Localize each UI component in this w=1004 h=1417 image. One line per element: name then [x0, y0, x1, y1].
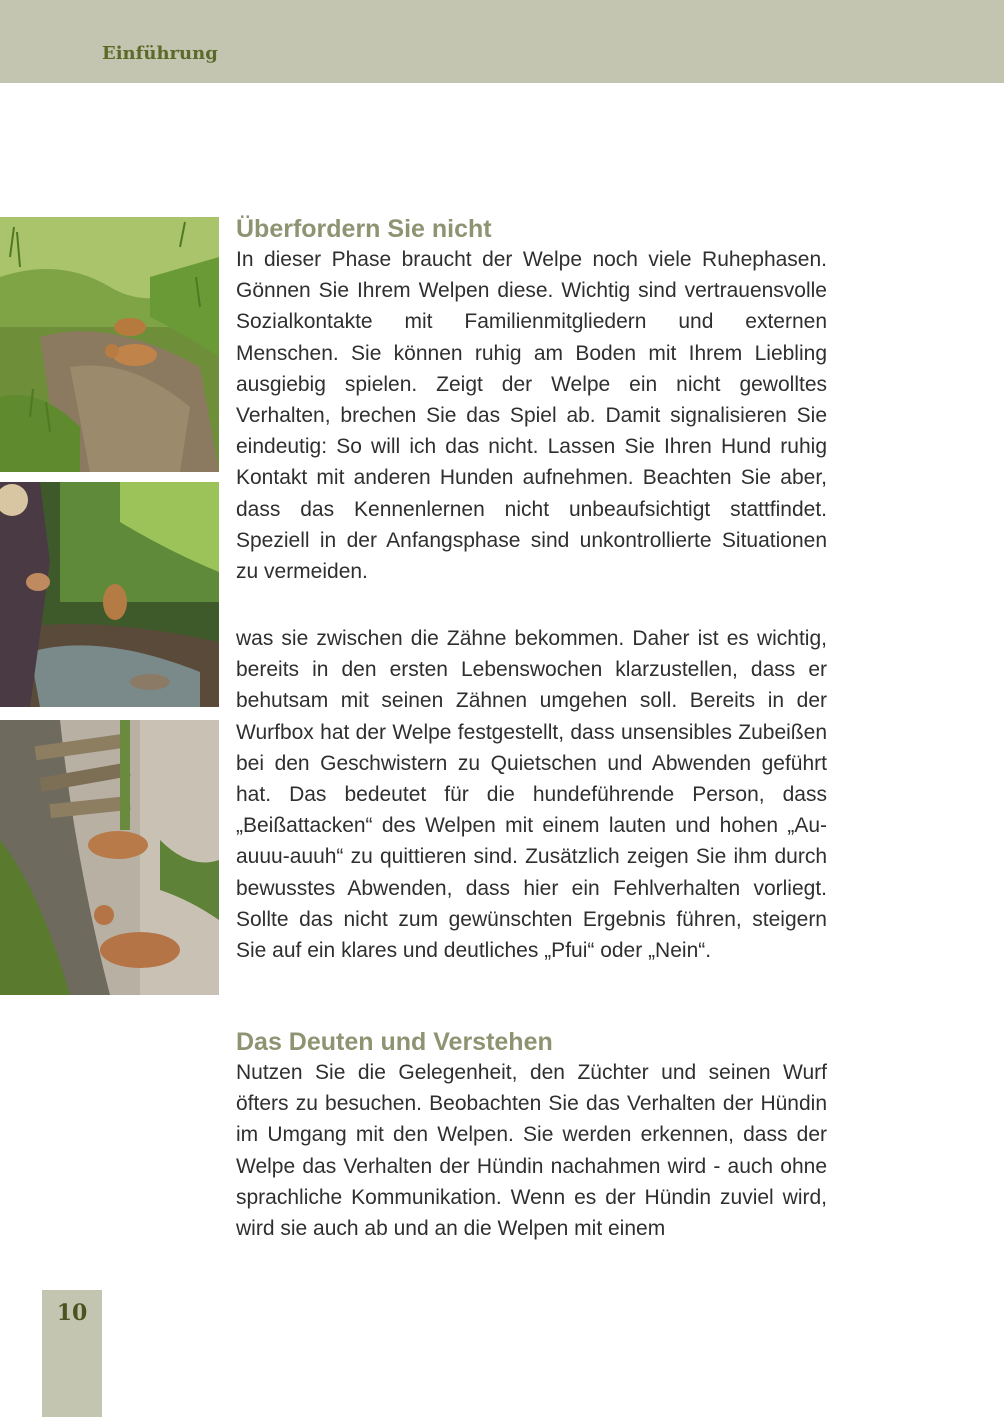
section-paragraph: was sie zwischen die Zähne bekommen. Daher ist es wichtig, bereits in den ersten Lebenswochen klarzustellen, dass er behutsam mit seinen Zähnen umgehen soll. Bereits in der Wurfbox hat der Welpe festgestellt, dass unsensibles Zubeißen bei den Geschwistern zu Quietschen und Abwenden geführt hat. Das bedeutet für die hundeführende Person, dass „Beißattacken“ des Welpen mit einem lauten und hohen „Au-auuu-auuh“ zu quittieren sind. Zusätzlich zeigen Sie ihm durch bewusstes Abwenden, dass hier ein Fehlverhalten vorliegt. Sollte das nicht zum gewünschten Ergebnis führen, steigern Sie auf ein klares und deutliches „Pfui“ oder „Nein“.: [236, 627, 827, 963]
photo-puppies-in-grass-image: [0, 217, 219, 472]
section-interpretation: [236, 1027, 827, 1244]
page-number: 10: [56, 1300, 88, 1326]
section-heading: Das Deuten und Verstehen: [236, 1028, 553, 1056]
photo-puppy-at-stream: [0, 482, 219, 707]
section-paragraph: In dieser Phase braucht der Welpe noch viele Ruhephasen. Gönnen Sie Ihrem Welpen diese. Wichtig sind vertrauensvolle Sozialkontakte mit Familienmitgliedern und externen Menschen. Sie können ruhig am Boden mit Ihrem Liebling ausgiebig spielen. Zeigt der Welpe ein nicht gewolltes Verhalten, brechen Sie das Spiel ab. Damit signalisieren Sie eindeutig: So will ich das nicht. Lassen Sie Ihren Hund ruhig Kontakt mit anderen Hunden aufnehmen. Beachten Sie aber, dass das Kennenlernen nicht unbeaufsichtigt stattfindet. Speziell in der Anfangsphase sind unkontrollierte Situationen zu vermeiden.: [236, 248, 827, 584]
photo-puppies-at-tree-image: [0, 720, 219, 995]
running-header: Einführung: [102, 43, 218, 64]
section-teeth: [236, 623, 827, 966]
photo-puppy-at-stream-image: [0, 482, 219, 707]
header-band: [0, 0, 1004, 83]
section-overwhelm: [236, 214, 827, 587]
section-paragraph: Nutzen Sie die Gelegenheit, den Züchter und seinen Wurf öfters zu besuchen. Beobachten Sie das Verhalten der Hündin im Umgang mit den Welpen. Sie werden erkennen, dass der Welpe das Verhalten der Hündin nachahmen wird - auch ohne sprachliche Kommunikation. Wenn es der Hündin zuviel wird, wird sie auch ab und an die Welpen mit einem: [236, 1061, 827, 1241]
photo-puppies-in-grass: [0, 217, 219, 472]
section-heading: Überfordern Sie nicht: [236, 215, 492, 243]
page-number-tab: [42, 1290, 102, 1417]
photo-puppies-at-tree: [0, 720, 219, 995]
